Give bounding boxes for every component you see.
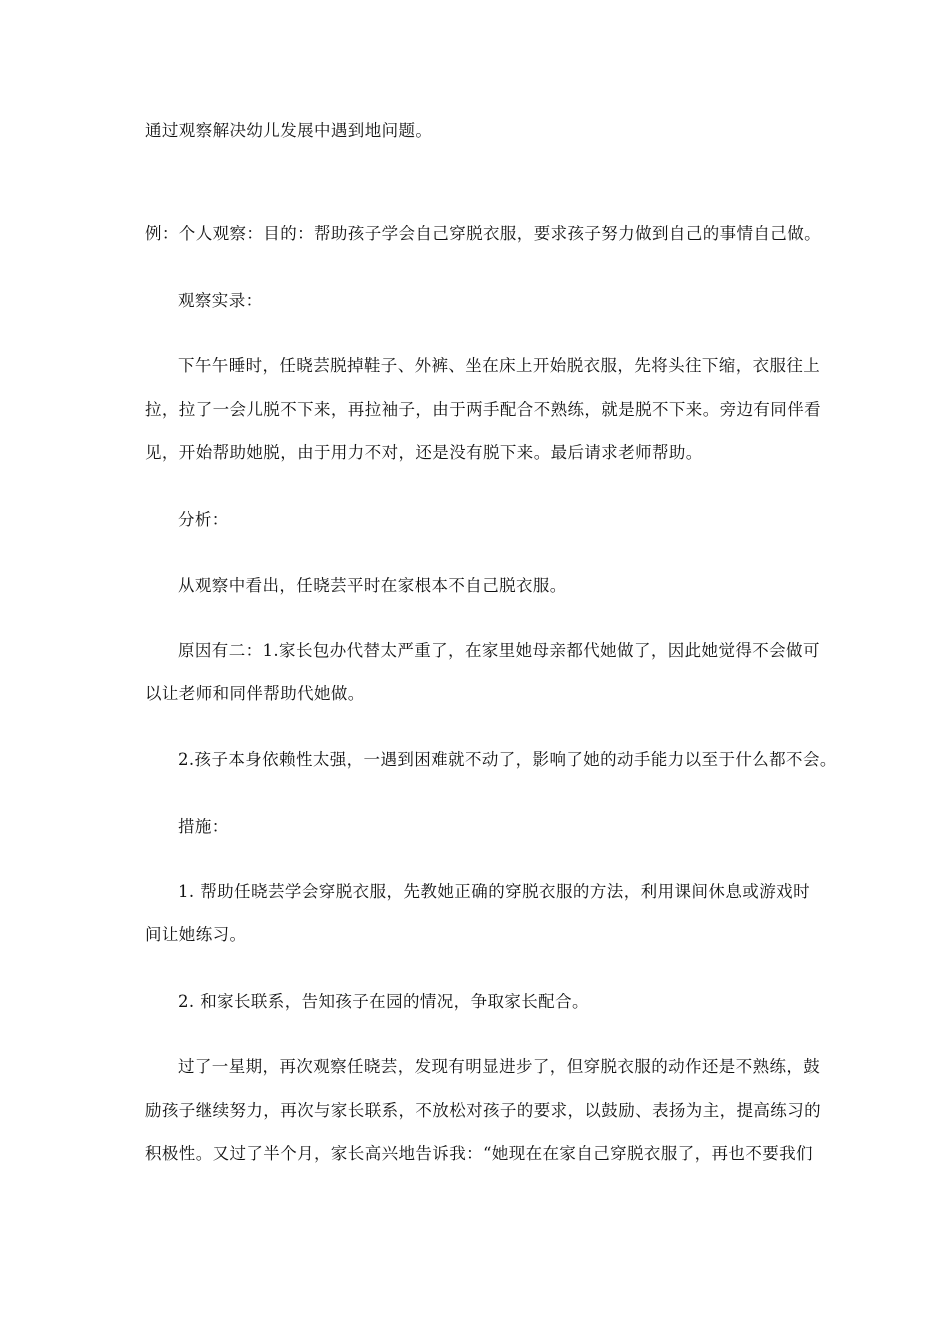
- record-para-line-3: 见，开始帮助她脱，由于用力不对，还是没有脱下来。最后请求老师帮助。: [145, 443, 703, 462]
- followup-para-line-2: 励孩子继续努力，再次与家长联系，不放松对孩子的要求，以鼓励、表扬为主，提高练习的: [145, 1101, 821, 1120]
- record-heading: 观察实录：: [178, 291, 263, 310]
- analysis-heading: 分析：: [178, 510, 229, 529]
- record-para-line-2: 拉，拉了一会儿脱不下来，再拉袖子，由于两手配合不熟练，就是脱不下来。旁边有同伴看: [145, 400, 821, 419]
- measure-1-line-2: 间让她练习。: [145, 925, 247, 944]
- example-line: 例：个人观察：目的：帮助孩子学会自己穿脱衣服，要求孩子努力做到自己的事情自己做。: [145, 224, 821, 243]
- reasons-para-line-2: 以让老师和同伴帮助代她做。: [145, 684, 365, 703]
- followup-para-line-1: 过了一星期，再次观察任晓芸，发现有明显进步了，但穿脱衣服的动作还是不熟练，鼓: [178, 1057, 821, 1076]
- record-para-line-1: 下午午睡时，任晓芸脱掉鞋子、外裤、坐在床上开始脱衣服，先将头往下缩，衣服往上: [178, 356, 821, 375]
- followup-para-line-3: 积极性。又过了半个月，家长高兴地告诉我：“她现在在家自己穿脱衣服了，再也不要我们: [145, 1144, 813, 1163]
- measure-1-line-1: 1. 帮助任晓芸学会穿脱衣服，先教她正确的穿脱衣服的方法，利用课间休息或游戏时: [178, 882, 810, 901]
- measures-heading: 措施：: [178, 817, 229, 836]
- measure-2-line: 2. 和家长联系，告知孩子在园的情况，争取家长配合。: [178, 992, 589, 1011]
- reasons-para-line-1: 原因有二：1.家长包办代替太严重了，在家里她母亲都代她做了，因此她觉得不会做可: [178, 641, 820, 660]
- reason-2-line: 2.孩子本身依赖性太强，一遇到困难就不动了，影响了她的动手能力以至于什么都不会。: [178, 750, 837, 769]
- analysis-line: 从观察中看出，任晓芸平时在家根本不自己脱衣服。: [178, 576, 567, 595]
- intro-line: 通过观察解决幼儿发展中遇到地问题。: [145, 121, 433, 140]
